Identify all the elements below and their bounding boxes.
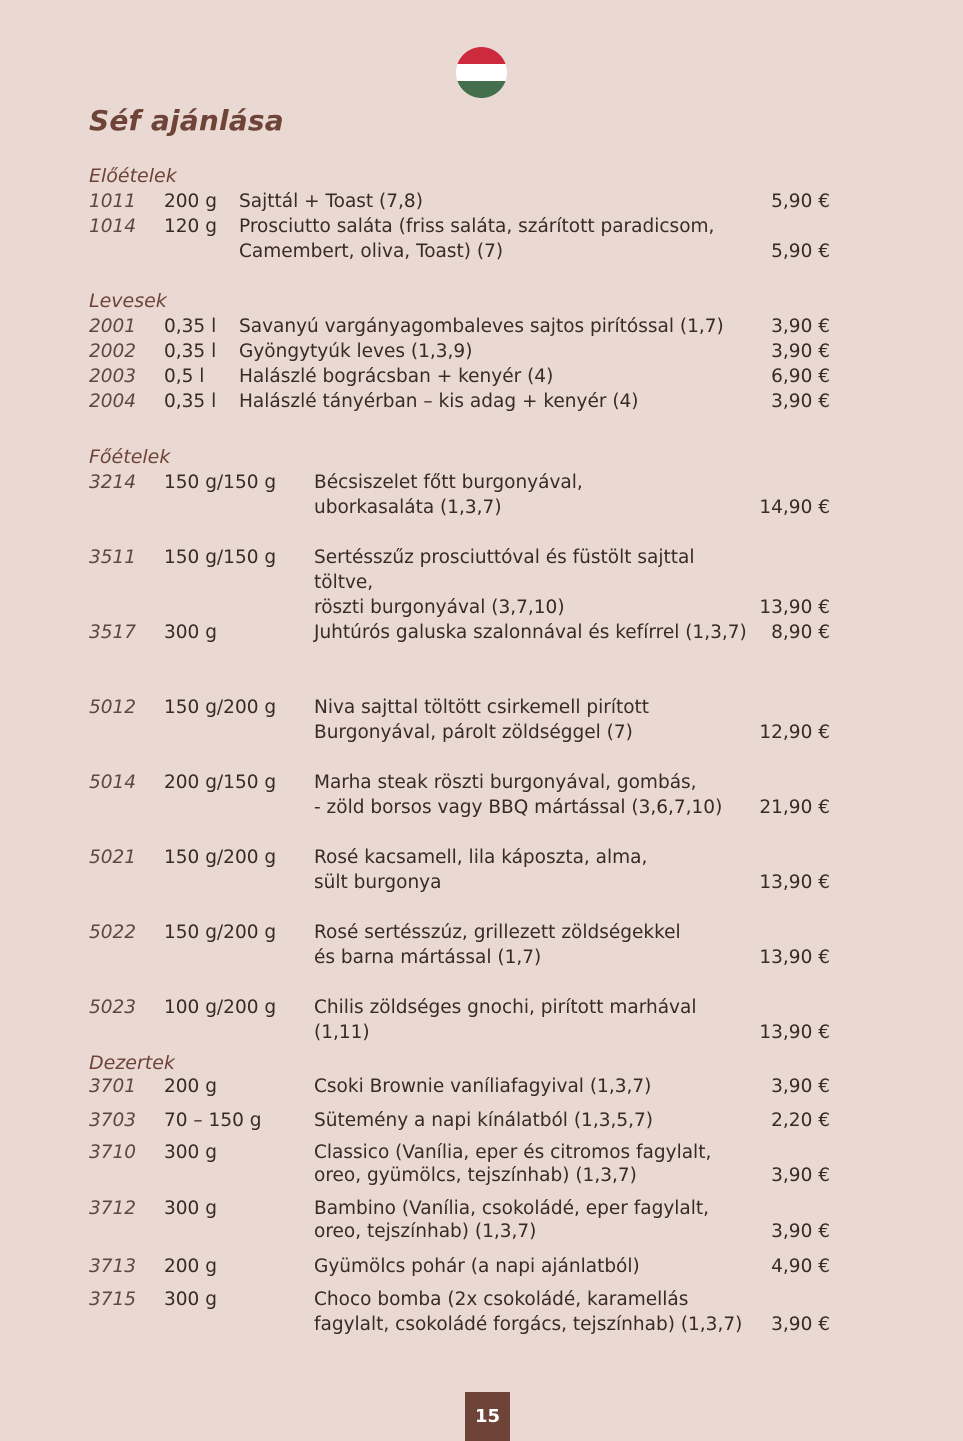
- flag-stripe-red: [456, 47, 507, 64]
- item-description: [314, 620, 834, 645]
- menu-item: [89, 189, 834, 214]
- description-line: Halászlé bográcsban + kenyér (4): [239, 366, 554, 387]
- item-weight: 0,35 l: [164, 391, 217, 412]
- item-code: 5023: [89, 997, 137, 1018]
- description-line: röszti burgonyával (3,7,10): [314, 597, 565, 618]
- item-description: [314, 920, 834, 970]
- item-price: 6,90 €: [771, 366, 830, 387]
- description-line: Burgonyával, párolt zöldséggel (7): [314, 722, 633, 743]
- item-description: [239, 339, 834, 364]
- item-description: [314, 470, 834, 520]
- item-weight: 200 g: [164, 1076, 217, 1097]
- item-description: [239, 364, 834, 389]
- description-line: Sertésszűz prosciuttóval és füstölt sajttal töltve,: [314, 547, 695, 593]
- item-description: [314, 1141, 834, 1187]
- description-line: Halászlé tányérban – kis adag + kenyér (4): [239, 391, 639, 412]
- item-code: 3712: [89, 1198, 137, 1219]
- page-title: Séf ajánlása: [89, 104, 284, 137]
- item-description: [314, 545, 834, 620]
- section-soups: [89, 289, 834, 414]
- item-description: [314, 1287, 834, 1337]
- item-weight: 300 g: [164, 1198, 217, 1219]
- item-weight: 150 g/200 g: [164, 922, 277, 943]
- menu-item: [89, 1141, 834, 1187]
- item-description: [239, 214, 834, 264]
- item-price: 3,90 €: [771, 316, 830, 337]
- item-price: 13,90 €: [759, 947, 830, 968]
- menu-item: [89, 545, 834, 620]
- menu-item: [89, 845, 834, 895]
- item-weight: 100 g/200 g: [164, 997, 277, 1018]
- item-weight: 150 g/150 g: [164, 547, 277, 568]
- section-title: Levesek: [89, 290, 167, 312]
- item-weight: 150 g/150 g: [164, 472, 277, 493]
- item-price: 3,90 €: [771, 391, 830, 412]
- item-price: 5,90 €: [771, 191, 830, 212]
- menu-item: [89, 1074, 834, 1099]
- menu-item: [89, 770, 834, 820]
- menu-item: [89, 995, 834, 1045]
- item-code: 2003: [89, 366, 137, 387]
- item-description: [314, 770, 834, 820]
- menu-item: [89, 339, 834, 364]
- item-code: 2001: [89, 316, 137, 337]
- section-title: Dezertek: [89, 1052, 175, 1074]
- item-weight: 200 g: [164, 1256, 217, 1277]
- description-line: Gyöngytyúk leves (1,3,9): [239, 341, 473, 362]
- item-description: [314, 1108, 834, 1133]
- item-price: 3,90 €: [771, 1314, 830, 1335]
- menu-item: [89, 1287, 834, 1337]
- item-code: 3214: [89, 472, 137, 493]
- item-price: 13,90 €: [759, 597, 830, 618]
- flag-stripe-white: [456, 64, 507, 81]
- menu-item: [89, 1108, 834, 1133]
- menu-item: [89, 470, 834, 520]
- item-code: 5021: [89, 847, 137, 868]
- item-price: 3,90 €: [771, 1076, 830, 1097]
- item-price: 4,90 €: [771, 1256, 830, 1277]
- item-code: 2004: [89, 391, 137, 412]
- item-weight: 200 g: [164, 191, 217, 212]
- item-description: [239, 389, 834, 414]
- description-line: Sütemény a napi kínálatból (1,3,5,7): [314, 1110, 653, 1131]
- item-code: 5022: [89, 922, 137, 943]
- item-code: 5012: [89, 697, 137, 718]
- description-line: Prosciutto saláta (friss saláta, szárított paradicsom,: [239, 216, 715, 237]
- item-code: 1014: [89, 216, 137, 237]
- description-line: Juhtúrós galuska szalonnával és kefírrel (1,3,7): [314, 622, 747, 643]
- section-title: Előételek: [89, 165, 177, 187]
- item-code: 3511: [89, 547, 137, 568]
- item-code: 1011: [89, 191, 137, 212]
- description-line: sült burgonya: [314, 872, 442, 893]
- item-weight: 200 g/150 g: [164, 772, 277, 793]
- item-description: [239, 314, 834, 339]
- item-code: 3715: [89, 1289, 137, 1310]
- description-line: Bécsiszelet főtt burgonyával,: [314, 472, 583, 493]
- description-line: Choco bomba (2x csokoládé, karamellás: [314, 1289, 689, 1310]
- description-line: oreo, gyümölcs, tejszínhab) (1,3,7): [314, 1165, 637, 1186]
- description-line: - zöld borsos vagy BBQ mártással (3,6,7,10): [314, 797, 723, 818]
- item-price: 13,90 €: [759, 1022, 830, 1043]
- section-mains: [89, 445, 834, 470]
- item-price: 21,90 €: [759, 797, 830, 818]
- item-code: 3517: [89, 622, 137, 643]
- item-weight: 150 g/200 g: [164, 847, 277, 868]
- item-price: 14,90 €: [759, 497, 830, 518]
- item-weight: 120 g: [164, 216, 217, 237]
- page-number: 15: [465, 1392, 510, 1441]
- item-description: [314, 995, 834, 1045]
- item-price: 3,90 €: [771, 1165, 830, 1186]
- menu-item: [89, 695, 834, 745]
- description-line: Savanyú vargányagombaleves sajtos pirítóssal (1,7): [239, 316, 724, 337]
- menu-item: [89, 1197, 834, 1243]
- description-line: Rosé sertésszúz, grillezett zöldségekkel: [314, 922, 681, 943]
- item-price: 8,90 €: [771, 622, 830, 643]
- item-code: 3710: [89, 1142, 137, 1163]
- menu-item: [89, 364, 834, 389]
- description-line: Marha steak röszti burgonyával, gombás,: [314, 772, 697, 793]
- item-description: [314, 1254, 834, 1279]
- hungarian-flag-icon: [456, 47, 507, 98]
- item-code: 2002: [89, 341, 137, 362]
- item-weight: 0,35 l: [164, 341, 217, 362]
- section-desserts: [89, 1051, 834, 1076]
- item-price: 13,90 €: [759, 872, 830, 893]
- section-title: Főételek: [89, 446, 171, 468]
- description-line: Niva sajttal töltött csirkemell pirított: [314, 697, 650, 718]
- description-line: Classico (Vanília, eper és citromos fagylalt,: [314, 1142, 712, 1163]
- item-weight: 70 – 150 g: [164, 1110, 262, 1131]
- item-price: 5,90 €: [771, 241, 830, 262]
- item-price: 2,20 €: [771, 1110, 830, 1131]
- description-line: oreo, tejszínhab) (1,3,7): [314, 1221, 537, 1242]
- description-line: Chilis zöldséges gnochi, pirított marhával (1,11): [314, 997, 697, 1043]
- description-line: Csoki Brownie vaníliafagyival (1,3,7): [314, 1076, 652, 1097]
- item-weight: 0,5 l: [164, 366, 205, 387]
- section-starters: [89, 164, 834, 264]
- description-line: Sajttál + Toast (7,8): [239, 191, 423, 212]
- item-description: [314, 695, 834, 745]
- description-line: Bambino (Vanília, csokoládé, eper fagylalt,: [314, 1198, 710, 1219]
- item-code: 3713: [89, 1256, 137, 1277]
- item-weight: 150 g/200 g: [164, 697, 277, 718]
- description-line: uborkasaláta (1,3,7): [314, 497, 502, 518]
- item-description: [239, 189, 834, 214]
- flag-stripe-green: [456, 81, 507, 98]
- menu-item: [89, 1254, 834, 1279]
- item-code: 3703: [89, 1110, 137, 1131]
- menu-item: [89, 389, 834, 414]
- menu-item: [89, 920, 834, 970]
- item-weight: 0,35 l: [164, 316, 217, 337]
- menu-item: [89, 314, 834, 339]
- item-description: [314, 1074, 834, 1099]
- item-code: 3701: [89, 1076, 137, 1097]
- menu-item: [89, 214, 834, 264]
- item-price: 12,90 €: [759, 722, 830, 743]
- item-weight: 300 g: [164, 1289, 217, 1310]
- item-description: [314, 845, 834, 895]
- item-weight: 300 g: [164, 622, 217, 643]
- description-line: és barna mártással (1,7): [314, 947, 542, 968]
- item-weight: 300 g: [164, 1142, 217, 1163]
- item-code: 5014: [89, 772, 137, 793]
- item-price: 3,90 €: [771, 1221, 830, 1242]
- description-line: Camembert, oliva, Toast) (7): [239, 241, 504, 262]
- item-price: 3,90 €: [771, 341, 830, 362]
- description-line: fagylalt, csokoládé forgács, tejszínhab) (1,3,7): [314, 1314, 743, 1335]
- item-description: [314, 1197, 834, 1243]
- description-line: Rosé kacsamell, lila káposzta, alma,: [314, 847, 648, 868]
- description-line: Gyümölcs pohár (a napi ajánlatból): [314, 1256, 640, 1277]
- menu-item: [89, 620, 834, 645]
